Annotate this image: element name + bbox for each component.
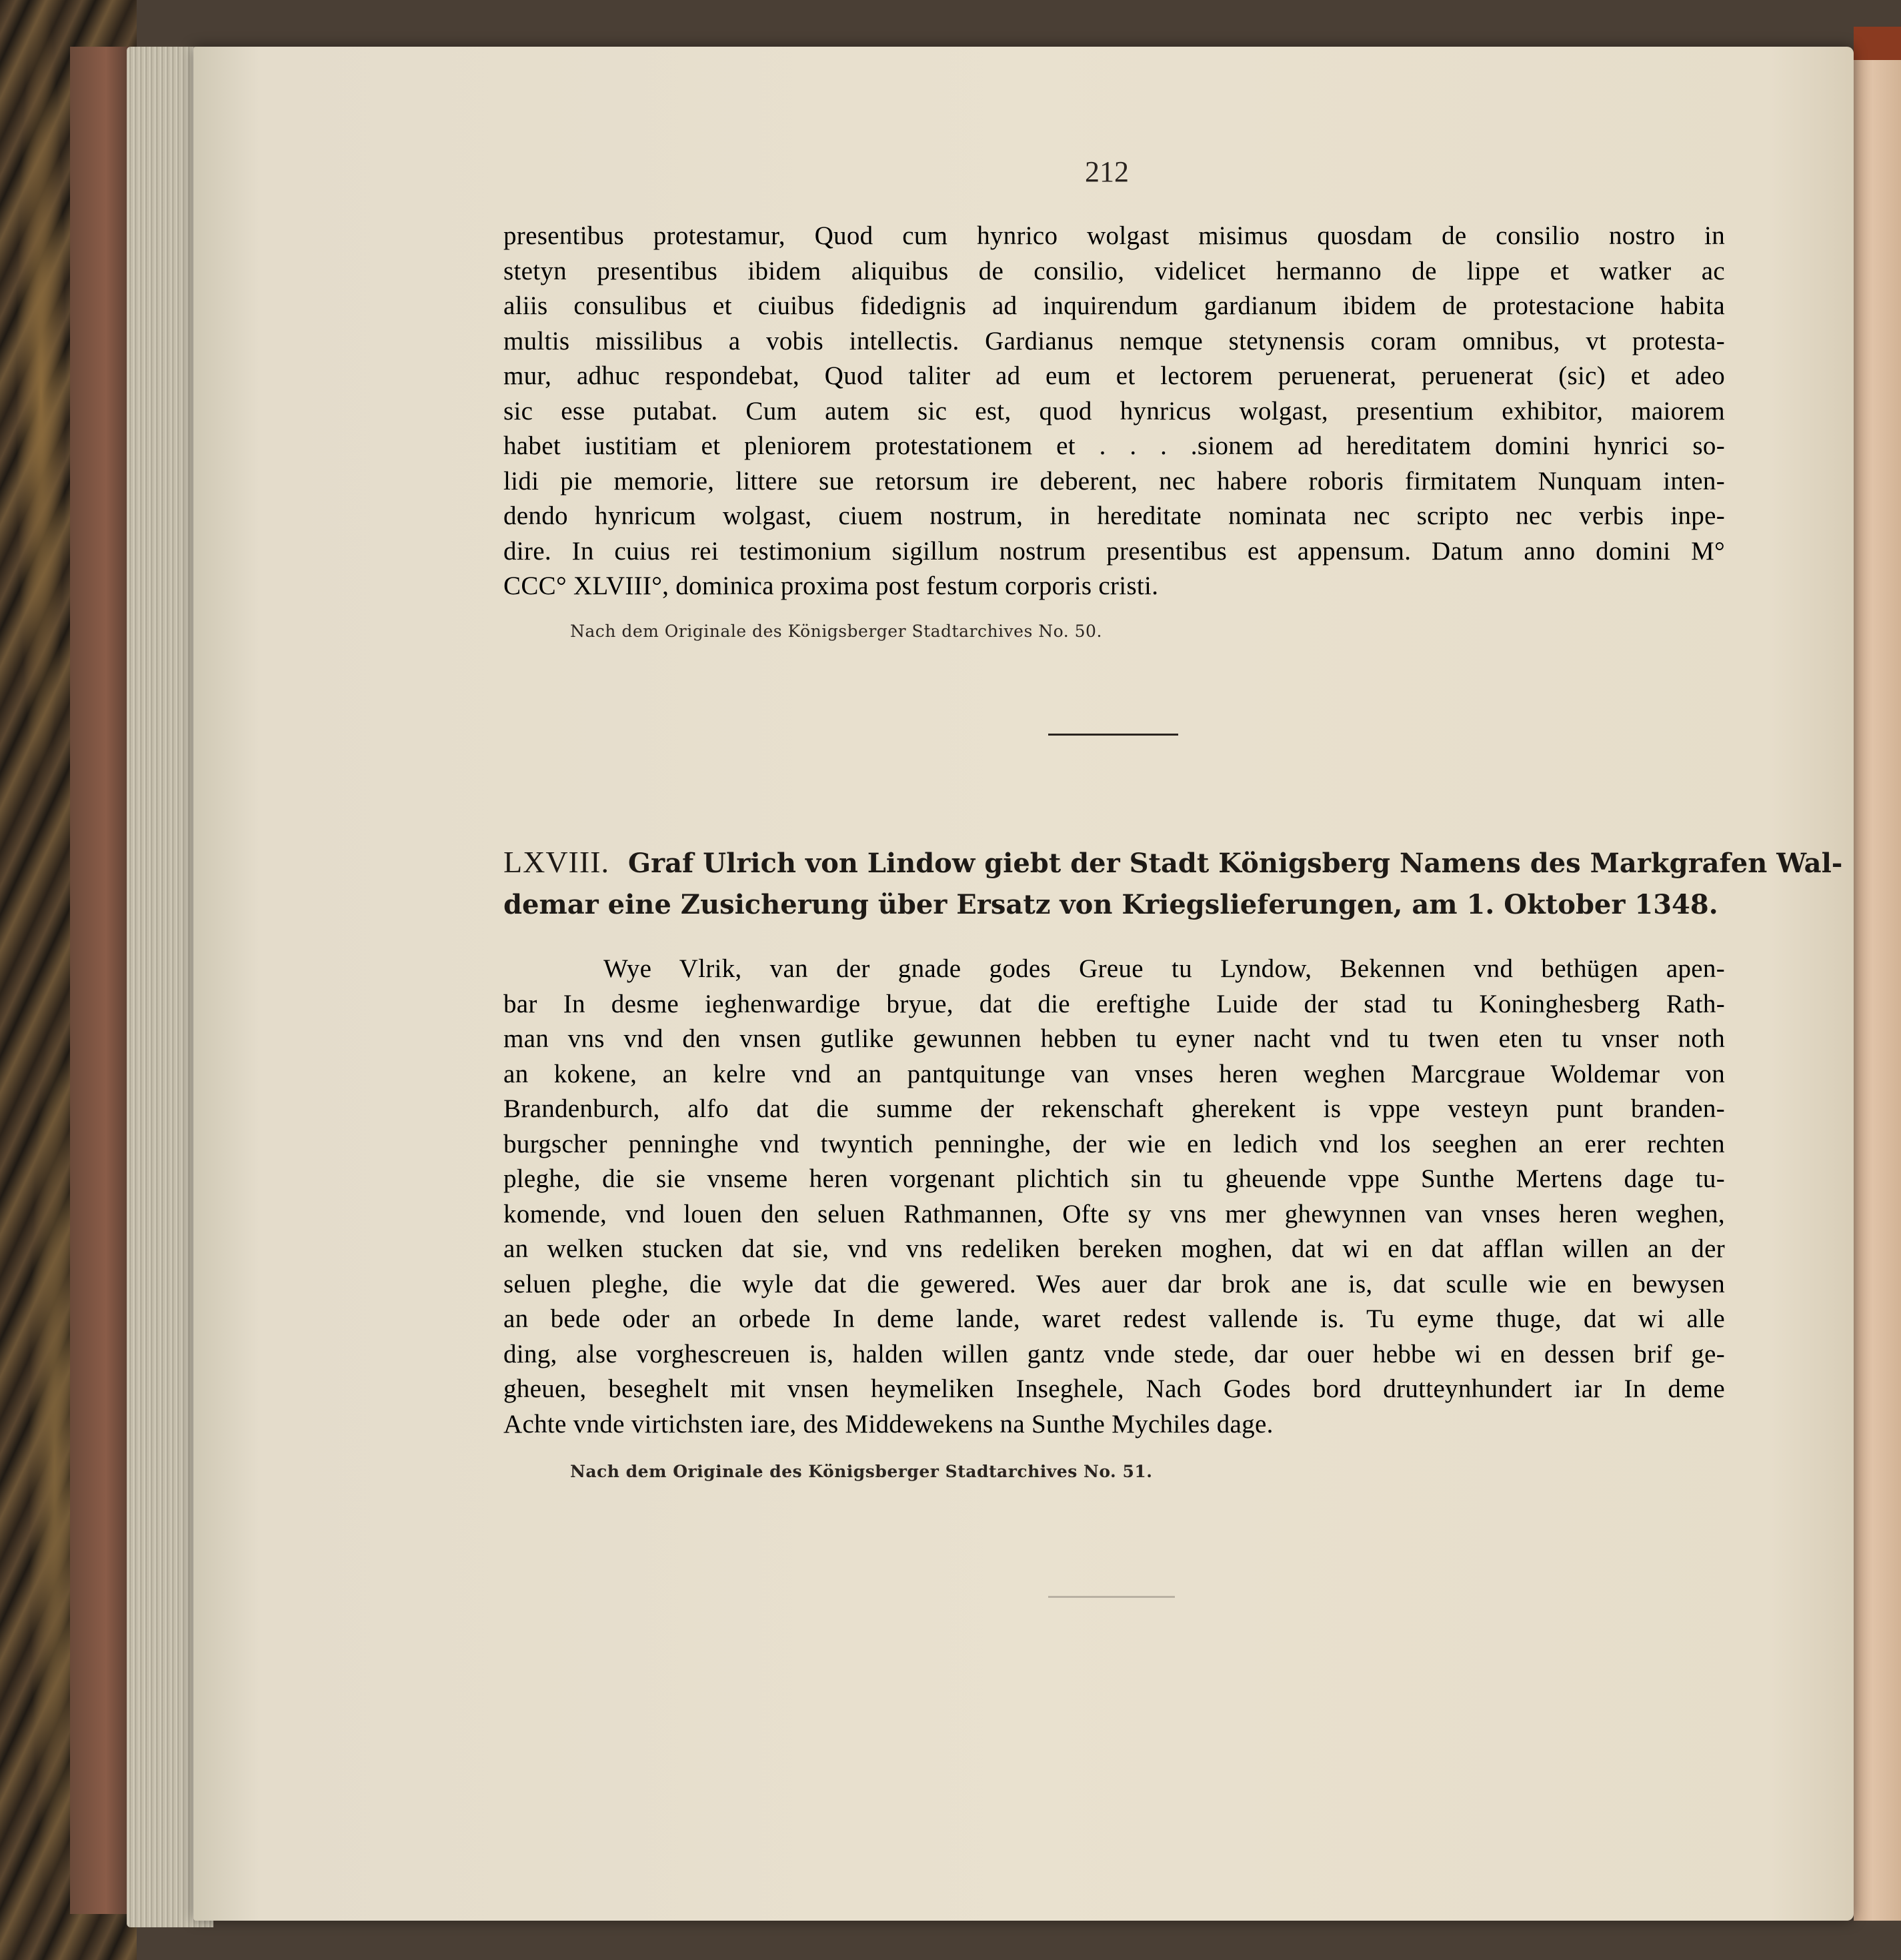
page-number: 212 (1085, 155, 1129, 188)
text-line: komende, vnd louen den seluen Rathmannen, Ofte sy vns mer ghewynnen van vnses heren weghen, (503, 1199, 1725, 1228)
text-line: an welken stucken dat sie, vnd vns redeliken bereken moghen, dat wi en dat afflan willen an der (503, 1234, 1725, 1263)
text-line: sic esse putabat. Cum autem sic est, quod hynricus wolgast, presentium exhibitor, maiorem (503, 396, 1725, 425)
document-paragraph-1 (503, 219, 1725, 604)
text-line: presentibus protestamur, Quod cum hynrico wolgast misimus quosdam de consilio nostro in (503, 221, 1725, 250)
text-line: gheuen, beseghelt mit vnsen heymeliken Inseghele, Nach Godes bord drutteynhundert iar In deme (503, 1374, 1725, 1403)
text-line: ding, alse vorghescreuen is, halden willen gantz vnde stede, dar ouer hebbe wi en dessen brif ge- (503, 1339, 1725, 1368)
text-line: mur, adhuc respondebat, Quod taliter ad eum et lectorem peruenerat, peruenerat (sic) et adeo (503, 361, 1725, 390)
text-line: Brandenburch, alfo dat die summe der rekenschaft gherekent is vppe vesteyn punt branden- (503, 1094, 1725, 1123)
text-line: dire. In cuius rei testimonium sigillum nostrum presentibus est appensum. Datum anno domini M° (503, 536, 1725, 566)
text-line: burgscher penninghe vnd twyntich penninghe, der wie en ledich vnd los seeghen an erer rechten (503, 1129, 1725, 1158)
text-line: aliis consulibus et ciuibus fidedignis ad inquirendum gardianum ibidem de protestacione habita (503, 291, 1725, 320)
text-line: CCC° XLVIII°, dominica proxima post festum corporis cristi. (503, 572, 1159, 600)
section-heading (503, 842, 1843, 926)
document-paragraph-2 (503, 952, 1725, 1442)
heading-line-2: demar eine Zusicherung über Ersatz von Kriegslieferungen, am 1. Oktober 1348. (503, 889, 1718, 920)
book-cover-spine-edge (70, 47, 130, 1914)
text-line: man vns vnd den vnsen gutlike gewunnen hebben tu eyner nacht vnd tu twen eten tu vnser noth (503, 1024, 1725, 1053)
text-line: an kokene, an kelre vnd an pantquitunge van vnses heren weghen Marcgraue Woldemar von (503, 1059, 1725, 1088)
section-number: LXVIII. (503, 845, 609, 879)
text-line: stetyn presentibus ibidem aliquibus de consilio, videlicet hermanno de lippe et watker ac (503, 256, 1725, 285)
text-line: dendo hynricum wolgast, ciuem nostrum, in hereditate nominata nec scripto nec verbis inpe- (503, 502, 1725, 530)
heading-text-1: Graf Ulrich von Lindow giebt der Stadt Königsberg Namens des Markgrafen Wal- (627, 848, 1843, 879)
text-line: seluen pleghe, die wyle dat die gewered. Wes auer dar brok ane is, dat sculle wie en bewysen (503, 1269, 1725, 1298)
next-page-edge (1854, 60, 1901, 1921)
text-line: multis missilibus a vobis intellectis. Gardianus nemque stetynensis coram omnibus, vt protesta- (503, 326, 1725, 355)
source-note-1: Nach dem Originale des Königsberger Stadtarchives No. 50. (570, 622, 1102, 641)
text-line: Achte vnde virtichsten iare, des Middewekens na Sunthe Mychiles dage. (503, 1409, 1274, 1438)
text-line: an bede oder an orbede In deme lande, waret redest vallende is. Tu eyme thuge, dat wi alle (503, 1304, 1725, 1333)
text-line: habet iustitiam et pleniorem protestationem et . . . .sionem ad hereditatem domini hynrici so- (503, 431, 1725, 460)
source-note-2: Nach dem Originale des Königsberger Stadtarchives No. 51. (570, 1462, 1153, 1481)
text-line: pleghe, die sie vnseme heren vorgenant plichtich sin tu gheuende vppe Sunthe Mertens dage tu- (503, 1164, 1725, 1193)
heading-line-1 (503, 842, 1843, 884)
text-line: bar In desme ieghenwardige bryue, dat die ereftighe Luide der stad tu Koninghesberg Rath- (503, 989, 1725, 1018)
text-line: lidi pie memorie, littere sue retorsum ire deberent, nec habere roboris firmitatem Nunquam inten- (503, 466, 1725, 496)
text-line: Wye Vlrik, van der gnade godes Greue tu Lyndow, Bekennen vnd bethügen apen- (603, 954, 1725, 983)
show-through-divider (1048, 1596, 1175, 1598)
section-divider (1048, 734, 1178, 736)
